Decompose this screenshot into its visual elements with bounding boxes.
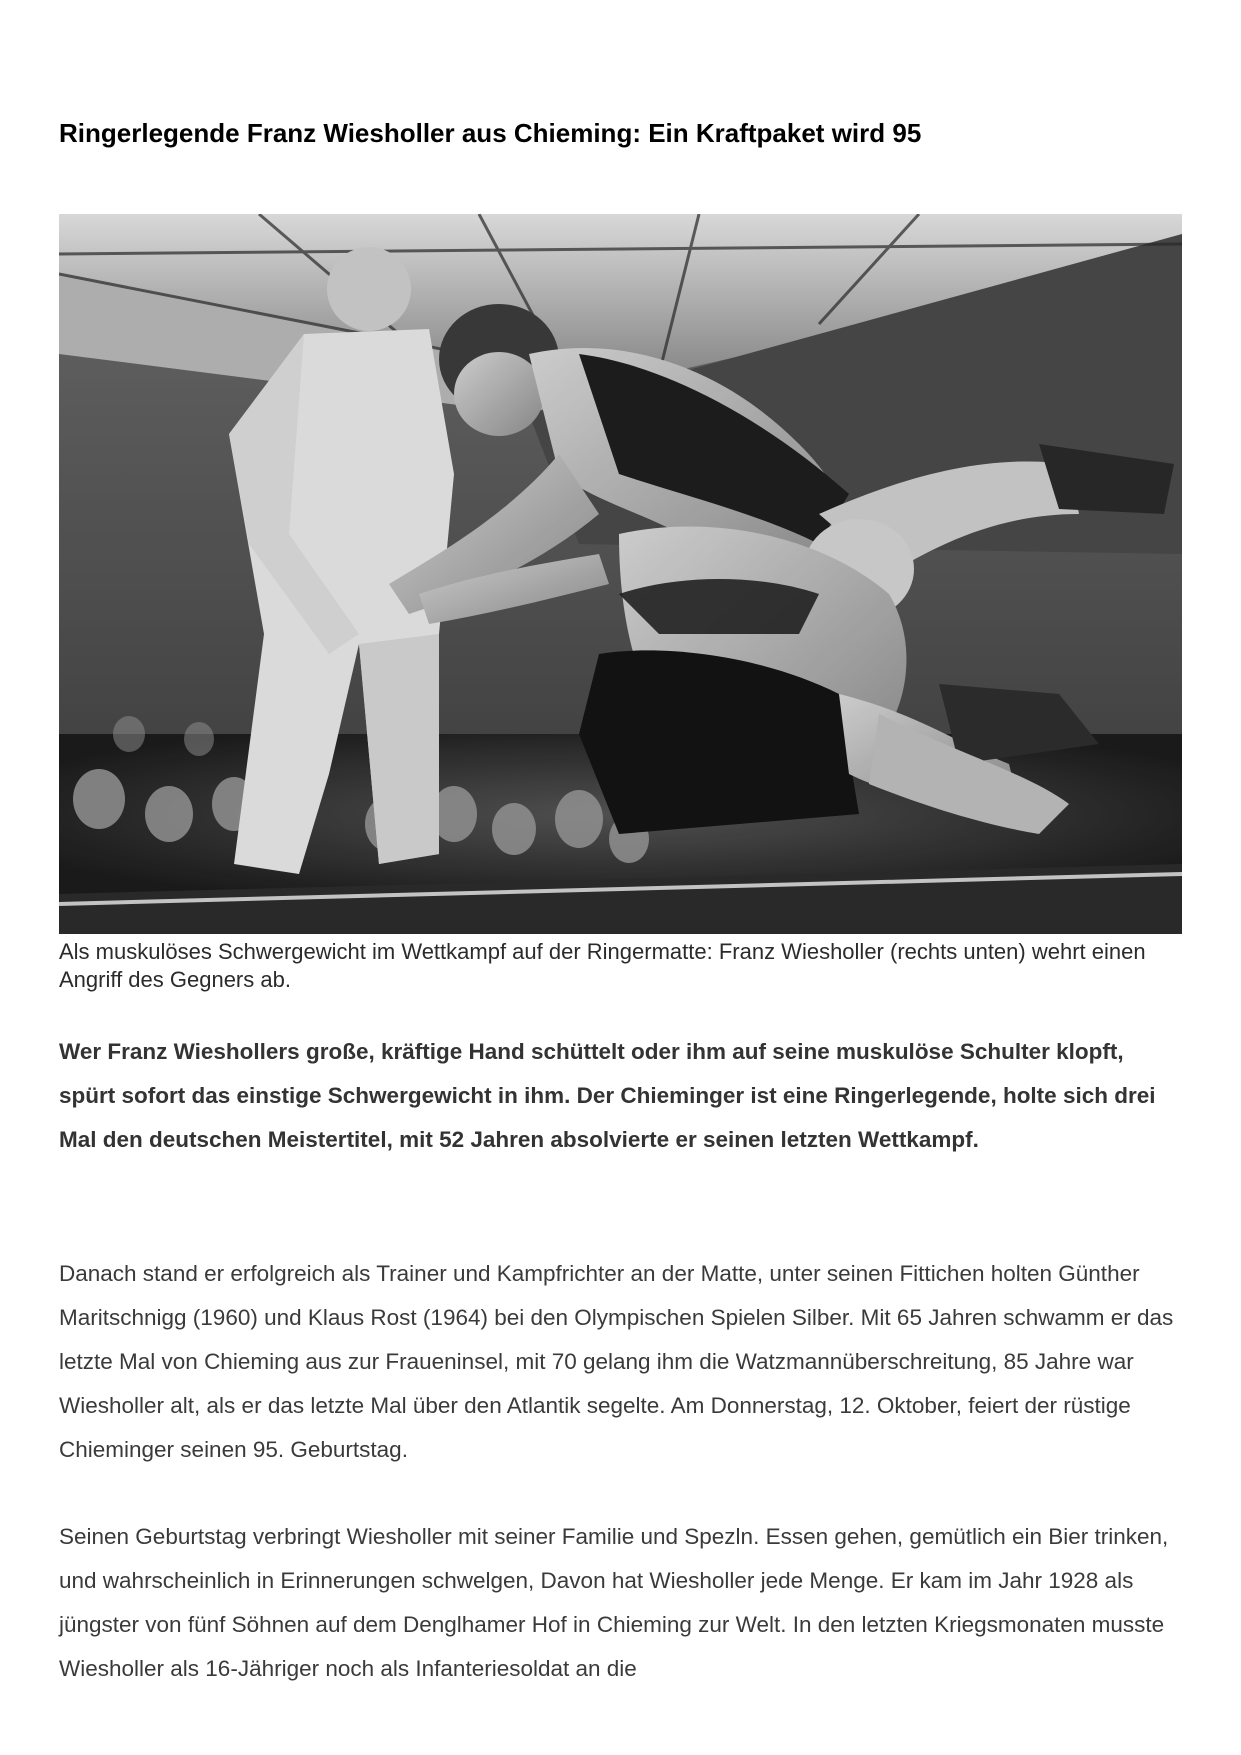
wrestling-photo-icon: [59, 214, 1182, 934]
body-paragraph: Danach stand er erfolgreich als Trainer und Kampfrichter an der Matte, unter seinen Fittichen holten Günther Maritschnigg (1960) und Klaus Rost (1964) bei den Olympischen Spielen Silber. Mit 65 Jahren schwamm er das letzte Mal von Chieming aus zur Fraueninsel, mit 70 gelang ihm die Watzmannüberschreitung, 85 Jahre war Wiesholler alt, als er das letzte Mal über den Atlantik segelte. Am Donnerstag, 12. Oktober, feiert der rüstige Chieminger seinen 95. Geburtstag.: [59, 1261, 1174, 1462]
body-paragraph: Seinen Geburtstag verbringt Wiesholler mit seiner Familie und Spezln. Essen gehen, gemütlich ein Bier trinken, und wahrscheinlich in Erinnerungen schwelgen, Davon hat Wiesholler jede Menge. Er kam im Jahr 1928 als jüngster von fünf Söhnen auf dem Denglhamer Hof in Chieming zur Welt. In den letzten Kriegsmonaten musste Wiesholler als 16-Jähriger noch als Infanteriesoldat an die: [59, 1524, 1169, 1681]
article-photo: [59, 214, 1182, 934]
photo-caption: Als muskulöses Schwergewicht im Wettkampf auf der Ringermatte: Franz Wiesholler (rechts unten) wehrt einen Angriff des Gegners ab.: [59, 939, 1146, 992]
article-headline: Ringerlegende Franz Wiesholler aus Chieming: Ein Kraftpaket wird 95: [59, 118, 922, 148]
article-lead: Wer Franz Wieshollers große, kräftige Hand schüttelt oder ihm auf seine muskulöse Schulter klopft, spürt sofort das einstige Schwergewicht in ihm. Der Chieminger ist eine Ringerlegende, holte sich drei Mal den deutschen Meistertitel, mit 52 Jahren absolvierte er seinen letzten Wettkampf.: [59, 1039, 1156, 1152]
